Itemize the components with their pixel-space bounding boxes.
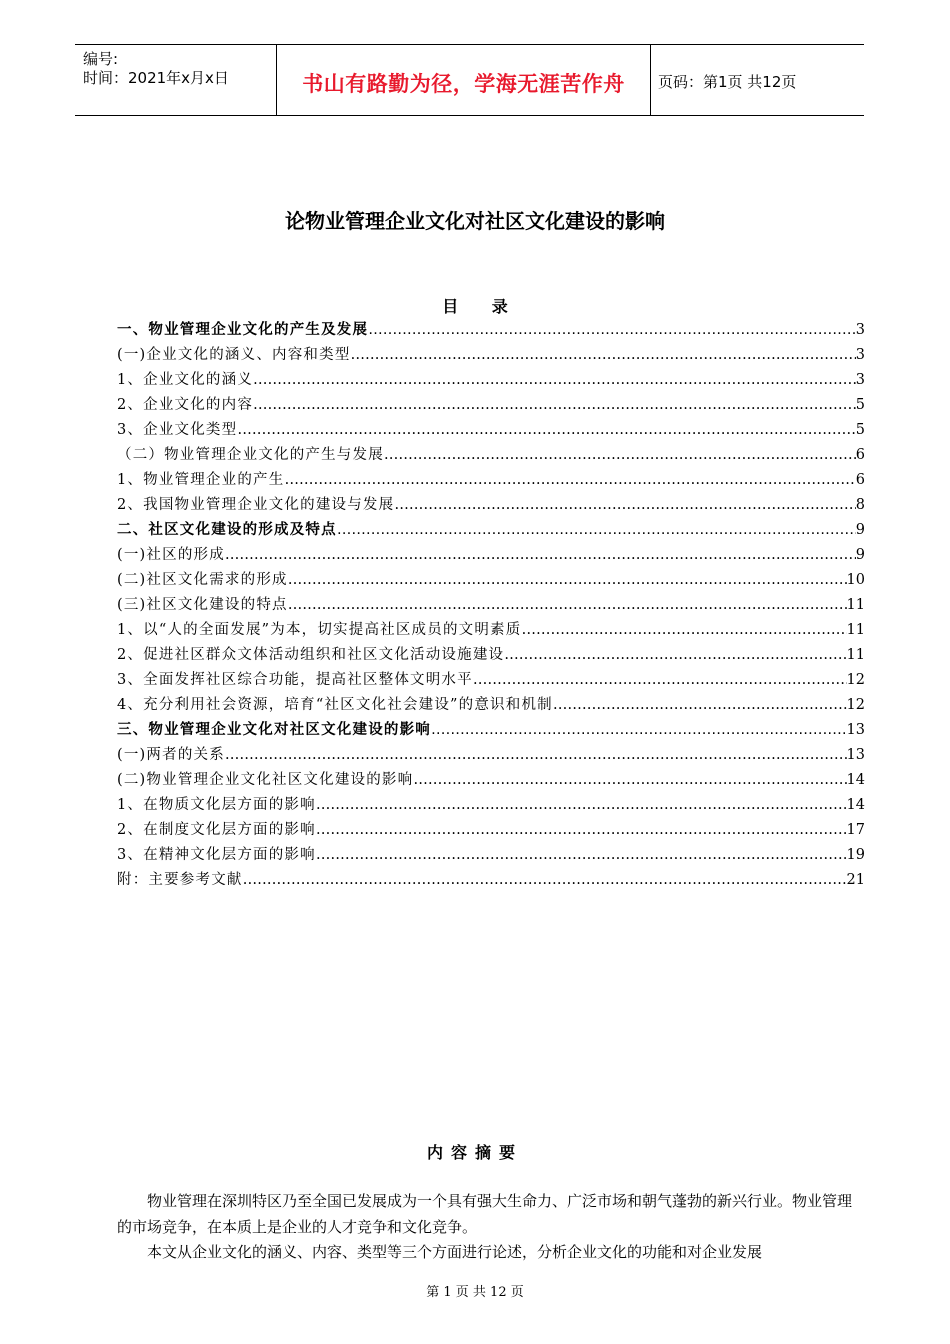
toc-entry-page: 12 — [846, 672, 865, 688]
toc-entry-page: 5 — [855, 422, 865, 438]
toc-entry[interactable] — [117, 818, 865, 843]
toc-entry[interactable] — [117, 418, 865, 443]
toc-entry-page: 3 — [855, 347, 865, 363]
toc-leader-dots — [316, 843, 847, 868]
toc-entry[interactable] — [117, 693, 865, 718]
toc-entry-text: 4、充分利用社会资源，培育“社区文化社会建设”的意识和机制 — [117, 697, 553, 713]
toc-entry[interactable] — [117, 493, 865, 518]
toc-entry[interactable] — [117, 593, 865, 618]
toc-leader-dots — [237, 418, 855, 443]
toc-leader-dots — [384, 443, 856, 468]
toc-entry[interactable] — [117, 468, 865, 493]
toc-leader-dots — [431, 718, 847, 743]
toc-leader-dots — [288, 568, 847, 593]
toc-entry-text: 3、企业文化类型 — [117, 422, 238, 438]
toc-entry-page: 3 — [855, 322, 865, 338]
toc-leader-dots — [253, 393, 856, 418]
toc-entry-page: 17 — [846, 822, 865, 838]
toc-entry-page: 10 — [846, 572, 865, 588]
abstract-paragraph-1: 物业管理在深圳特区乃至全国已发展成为一个具有强大生命力、广泛市场和朝气蓬勃的新兴行业。物业管理的市场竞争，在本质上是企业的人才竞争和文化竞争。 — [117, 1192, 853, 1236]
toc-entry-text: (一)社区的形成 — [117, 547, 225, 563]
toc-entry[interactable] — [117, 518, 865, 543]
toc-entry-page: 11 — [846, 647, 865, 663]
toc-leader-dots — [413, 768, 846, 793]
toc-entry[interactable] — [117, 743, 865, 768]
page-footer: 第 1 页 共 12 页 — [426, 1285, 524, 1300]
toc-entry[interactable] — [117, 843, 865, 868]
toc-entry[interactable] — [117, 668, 865, 693]
toc-entry-page: 13 — [846, 722, 865, 738]
toc-entry-text: (一)企业文化的涵义、内容和类型 — [117, 347, 351, 363]
toc-entry-text: (二)社区文化需求的形成 — [117, 572, 288, 588]
toc-entry-page: 6 — [855, 472, 865, 488]
toc-leader-dots — [316, 818, 847, 843]
header-left-cell — [75, 45, 275, 115]
toc-leader-dots — [351, 343, 856, 368]
toc-leader-dots — [504, 643, 846, 668]
toc-leader-dots — [225, 743, 847, 768]
toc-entry-text: 2、促进社区群众文体活动组织和社区文化活动设施建设 — [117, 647, 505, 663]
toc-entry-page: 8 — [855, 497, 865, 513]
toc-entry-text: 一、物业管理企业文化的产生及发展 — [117, 322, 369, 338]
toc-entry-text: (一)两者的关系 — [117, 747, 225, 763]
toc-entry-text: 2、企业文化的内容 — [117, 397, 254, 413]
toc-entry-text: （二）物业管理企业文化的产生与发展 — [117, 447, 384, 463]
header-page-info: 页码：第1页 共12页 — [658, 73, 797, 91]
toc-entry-page: 14 — [846, 772, 865, 788]
toc-leader-dots — [553, 693, 847, 718]
toc-entry-page: 21 — [846, 872, 865, 888]
abstract-title: 内容摘要 — [426, 1143, 523, 1162]
toc-entry-text: 2、我国物业管理企业文化的建设与发展 — [117, 497, 395, 513]
toc-entry[interactable] — [117, 568, 865, 593]
toc-entry[interactable] — [117, 368, 865, 393]
toc-leader-dots — [243, 868, 847, 893]
toc-entry-page: 13 — [846, 747, 865, 763]
toc-entry-page: 9 — [855, 522, 865, 538]
toc-entry-page: 14 — [846, 797, 865, 813]
toc-entry-text: 二、社区文化建设的形成及特点 — [117, 522, 337, 538]
toc-entry-page: 3 — [855, 372, 865, 388]
toc-entry[interactable] — [117, 868, 865, 893]
toc-entry[interactable] — [117, 768, 865, 793]
abstract-paragraph-2: 本文从企业文化的涵义、内容、类型等三个方面进行论述，分析企业文化的功能和对企业发展 — [147, 1243, 763, 1261]
toc-entry[interactable] — [117, 618, 865, 643]
toc-leader-dots — [521, 618, 846, 643]
toc-entry-page: 11 — [846, 597, 865, 613]
toc-entry[interactable] — [117, 543, 865, 568]
header-middle-cell — [276, 45, 651, 115]
toc-entry[interactable] — [117, 718, 865, 743]
toc-leader-dots — [473, 668, 847, 693]
toc-entry-text: 三、物业管理企业文化对社区文化建设的影响 — [117, 722, 431, 738]
toc-entry-text: (三)社区文化建设的特点 — [117, 597, 288, 613]
toc-leader-dots — [225, 543, 856, 568]
toc-entry-text: 3、在精神文化层方面的影响 — [117, 847, 316, 863]
toc-leader-dots — [394, 493, 855, 518]
toc-entry-text: 1、在物质文化层方面的影响 — [117, 797, 316, 813]
toc-entry[interactable] — [117, 793, 865, 818]
table-of-contents — [117, 318, 865, 893]
page-header — [75, 44, 864, 116]
toc-entry-page: 11 — [846, 622, 865, 638]
toc-entry-page: 5 — [855, 397, 865, 413]
toc-entry-text: (二)物业管理企业文化社区文化建设的影响 — [117, 772, 414, 788]
toc-entry-text: 1、物业管理企业的产生 — [117, 472, 285, 488]
toc-entry[interactable] — [117, 643, 865, 668]
toc-entry-page: 19 — [846, 847, 865, 863]
toc-leader-dots — [316, 793, 847, 818]
toc-leader-dots — [253, 368, 856, 393]
toc-entry-page: 6 — [855, 447, 865, 463]
toc-entry-text: 2、在制度文化层方面的影响 — [117, 822, 316, 838]
toc-entry-page: 9 — [855, 547, 865, 563]
toc-entry-text: 3、全面发挥社区综合功能，提高社区整体文明水平 — [117, 672, 473, 688]
header-motto: 书山有路勤为径，学海无涯苦作舟 — [302, 72, 625, 96]
toc-entry[interactable] — [117, 318, 865, 343]
toc-entry[interactable] — [117, 393, 865, 418]
number-label: 编号: — [83, 50, 119, 68]
toc-leader-dots — [284, 468, 855, 493]
toc-entry-text: 附：主要参考文献 — [117, 872, 243, 888]
toc-title: 目 录 — [442, 297, 508, 316]
toc-entry[interactable] — [117, 343, 865, 368]
toc-entry-text: 1、以“人的全面发展”为本，切实提高社区成员的文明素质 — [117, 622, 522, 638]
document-title: 论物业管理企业文化对社区文化建设的影响 — [285, 209, 665, 233]
toc-entry[interactable] — [117, 443, 865, 468]
toc-leader-dots — [288, 593, 847, 618]
time-label: 时间：2021年x月x日 — [83, 69, 229, 87]
toc-entry-page: 12 — [846, 697, 865, 713]
toc-leader-dots — [368, 318, 856, 343]
toc-entry-text: 1、企业文化的涵义 — [117, 372, 254, 388]
toc-leader-dots — [337, 518, 856, 543]
header-right-cell — [650, 45, 864, 115]
